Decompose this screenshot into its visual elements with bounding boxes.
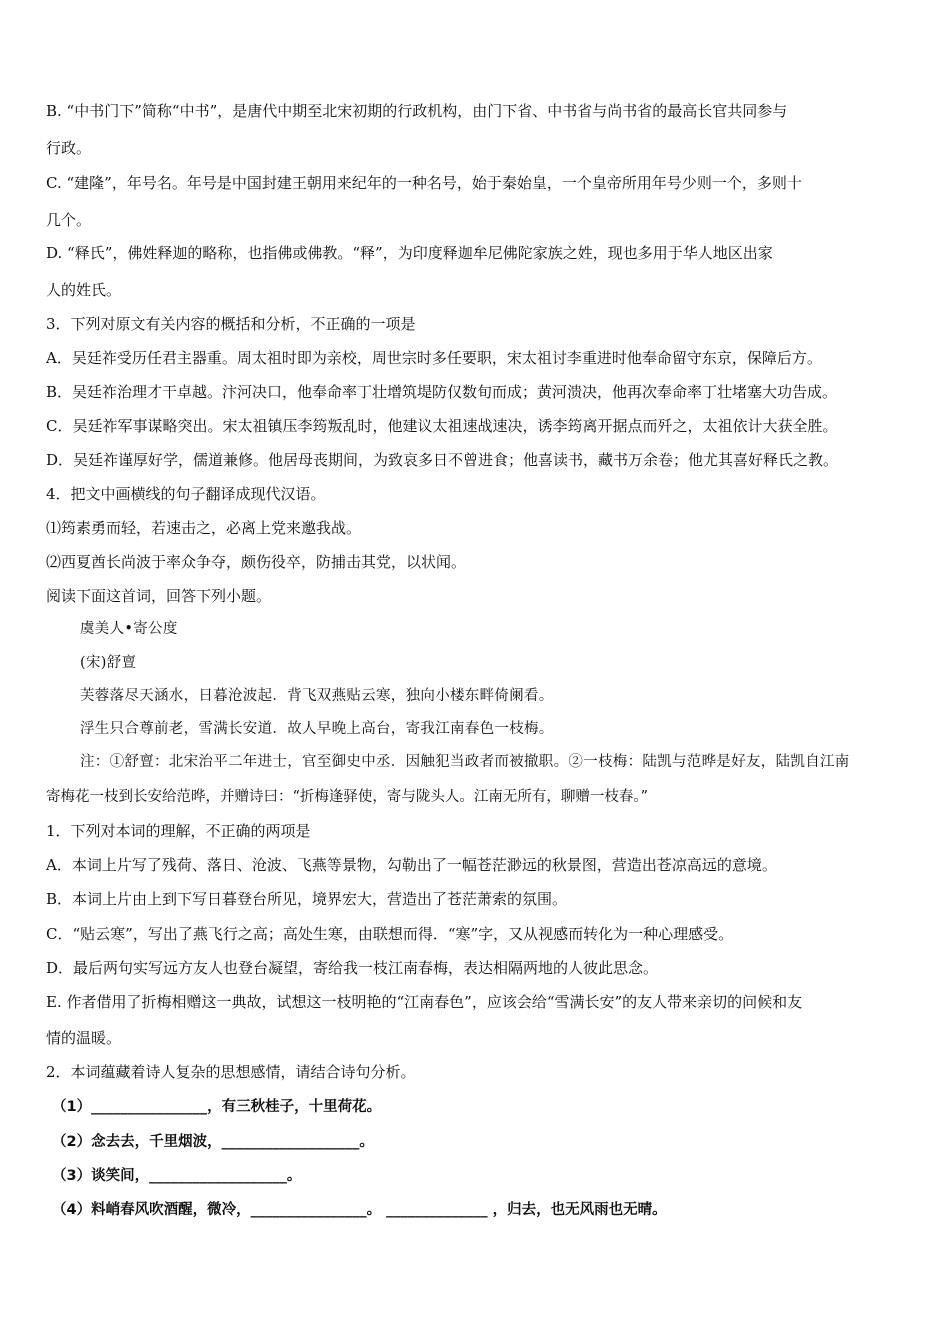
option-d-line1: D. “释氏”，佛姓释迦的略称，也指佛或佛教。“释”，为印度释迦牟尼佛陀家族之姓，现也多用于华人地区出家 [46,244,773,262]
option-c-line2: 几个。 [46,211,92,229]
fill-blank-1: （1）________________，有三秋桂子，十里荷花。 [52,1099,382,1115]
question-4-sentence-1: ⑴筠素勇而轻，若速击之，必离上党来邀我战。 [46,519,362,537]
poem-question-1-option-c: C．“贴云寒”，写出了燕飞行之高；高处生寒，由联想而得．“寒”字，又从视感而转化为一种心理感受。 [46,925,734,943]
option-b-line2: 行政。 [46,139,92,157]
fill-blank-2: （2）念去去，千里烟波，___________________。 [52,1134,374,1150]
question-3-option-a: A．吴廷祚受历任君主器重。周太祖时即为亲校，周世宗时多任要职，宋太祖讨李重进时他奉命留守东京，保障后方。 [46,349,822,367]
option-d-line2: 人的姓氏。 [46,281,122,299]
option-c-line1: C. “建隆”，年号名。年号是中国封建王朝用来纪年的一种名号，始于秦始皇，一个皇帝所用年号少则一个，多则十 [46,174,802,192]
poem-question-1-option-d: D．最后两句实写远方友人也登台凝望，寄给我一枝江南春梅，表达相隔两地的人彼此思念。 [46,959,659,977]
question-3-stem: 3．下列对原文有关内容的概括和分析，不正确的一项是 [46,315,416,333]
fill-blank-4: （4）料峭春风吹酒醒，微冷，________________。 ______________ ，归去，也无风雨也无晴。 [52,1202,667,1218]
poem-note-line2: 寄梅花一枝到长安给范晔，并赠诗曰：“折梅逢驿使，寄与陇头人。江南无所有，聊赠一枝春。” [46,789,649,805]
poem-intro: 阅读下面这首词，回答下列小题。 [46,587,272,605]
poem-question-1-stem: 1．下列对本词的理解，不正确的两项是 [46,822,311,840]
poem-note-line1: 注：①舒亶：北宋治平二年进士，官至御史中丞．因触犯当政者而被撤职。②一枝梅：陆凯与范晔是好友，陆凯自江南 [80,754,850,770]
poem-author: (宋)舒亶 [80,655,137,671]
poem-question-1-option-b: B．本词上片由上到下写日暮登台所见，境界宏大，营造出了苍茫萧索的氛围。 [46,890,568,908]
poem-question-1-option-e-line2: 情的温暖。 [46,1029,122,1047]
fill-blank-3: （3）谈笑间，___________________。 [52,1168,302,1184]
poem-line-1: 芙蓉落尽天涵水，日暮沧波起．背飞双燕贴云寒，独向小楼东畔倚阑看。 [80,688,554,704]
question-3-option-d: D．吴廷祚谨厚好学，儒道兼修。他居母丧期间，为致哀多日不曾进食；他喜读书，藏书万余卷；他尤其喜好释氏之教。 [46,451,839,469]
poem-question-2-stem: 2．本词蕴藏着诗人复杂的思想感情，请结合诗句分析。 [46,1063,416,1081]
poem-line-2: 浮生只合尊前老，雪满长安道．故人早晚上高台，寄我江南春色一枝梅。 [80,721,554,737]
question-3-option-b: B．吴廷祚治理才干卓越。汴河决口，他奉命率丁壮增筑堤防仅数旬而成；黄河溃决，他再次奉命率丁壮堵塞大功告成。 [46,383,838,401]
poem-question-1-option-a: A．本词上片写了残荷、落日、沧波、飞燕等景物，勾勒出了一幅苍茫渺远的秋景图，营造出苍凉高远的意境。 [46,856,777,874]
question-4-stem: 4．把文中画横线的句子翻译成现代汉语。 [46,485,326,503]
poem-question-1-option-e-line1: E. 作者借用了折梅相赠这一典故，试想这一枝明艳的“江南春色”，应该会给“雪满长安”的友人带来亲切的问候和友 [46,993,803,1011]
question-4-sentence-2: ⑵西夏酋长尚波于率众争夺，颇伤役卒，防捕击其党，以状闻。 [46,553,467,571]
option-b-line1: B. “中书门下”简称“中书”，是唐代中期至北宋初期的行政机构，由门下省、中书省与尚书省的最高长官共同参与 [46,102,788,120]
poem-title: 虞美人•寄公度 [80,621,178,637]
question-3-option-c: C．吴廷祚军事谋略突出。宋太祖镇压李筠叛乱时，他建议太祖速战速决，诱李筠离开据点而歼之，太祖依计大获全胜。 [46,417,838,435]
